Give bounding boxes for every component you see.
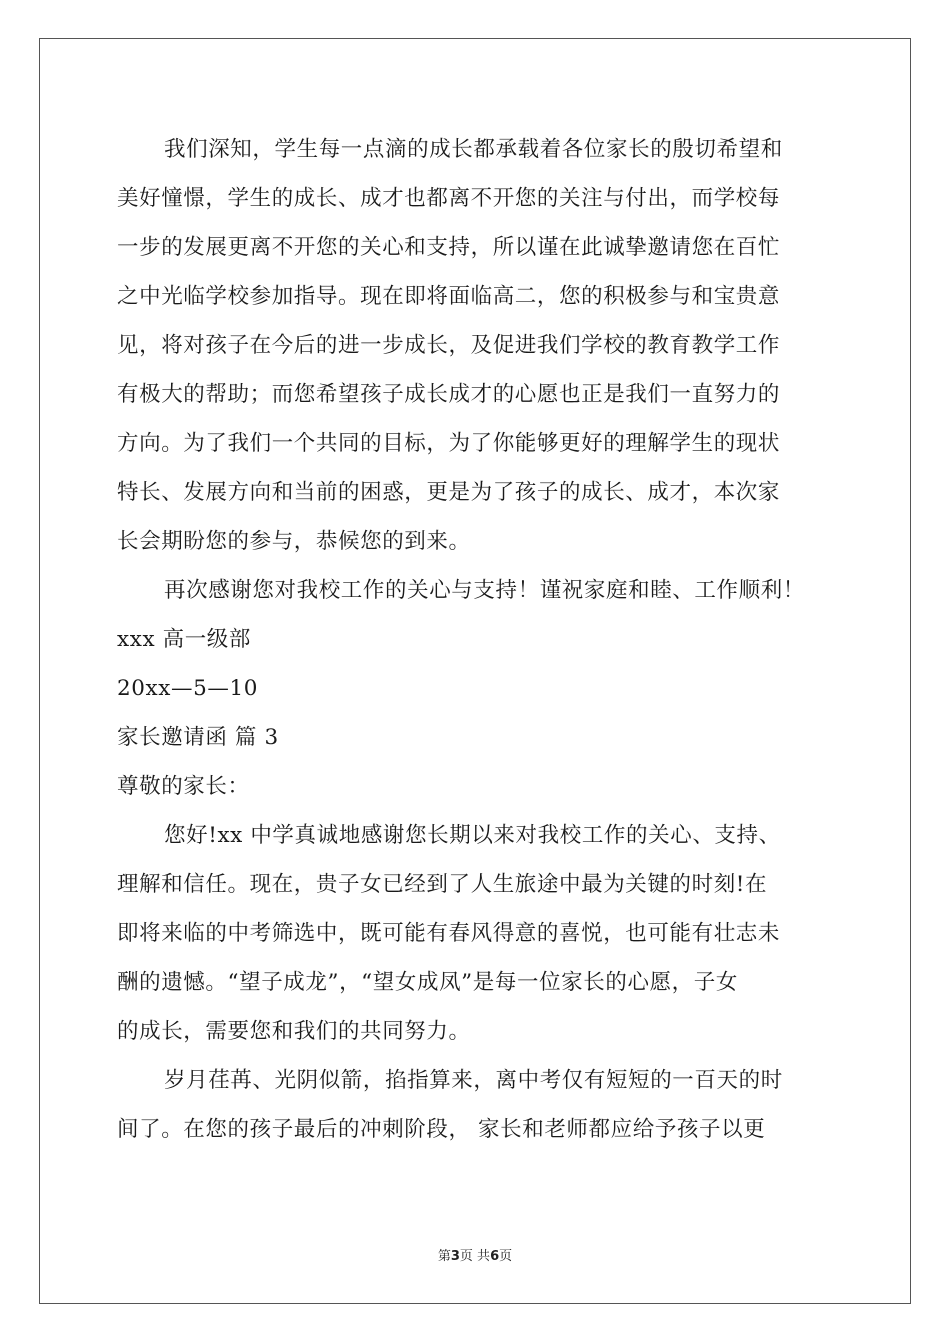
paragraph-line: 之中光临学校参加指导。现在即将面临高二，您的积极参与和宝贵意 bbox=[117, 284, 781, 309]
page-border bbox=[39, 38, 911, 1304]
thanks-line: 再次感谢您对我校工作的关心与支持！谨祝家庭和睦、工作顺利！ bbox=[164, 578, 805, 603]
page-mid: 页 共 bbox=[459, 1249, 491, 1264]
paragraph-line: 见，将对孩子在今后的进一步成长，及促进我们学校的教育教学工作 bbox=[117, 333, 781, 358]
page-suffix: 页 bbox=[499, 1249, 513, 1264]
paragraph-line: 理解和信任。现在，贵子女已经到了人生旅途中最为关键的时刻!在 bbox=[117, 872, 768, 897]
paragraph-line: 的成长，需要您和我们的共同努力。 bbox=[117, 1019, 471, 1044]
paragraph-line: 即将来临的中考筛选中，既可能有春风得意的喜悦，也可能有壮志未 bbox=[117, 921, 781, 946]
paragraph-line: 一步的发展更离不开您的关心和支持，所以谨在此诚挚邀请您在百忙 bbox=[117, 235, 781, 260]
signature: xxx 高一级部 bbox=[117, 627, 252, 652]
paragraph-line: 我们深知，学生每一点滴的成长都承载着各位家长的殷切希望和 bbox=[164, 137, 783, 162]
paragraph-line: 有极大的帮助；而您希望孩子成长成才的心愿也正是我们一直努力的 bbox=[117, 382, 781, 407]
date: 20xx—5—10 bbox=[117, 676, 259, 701]
page-prefix: 第 bbox=[437, 1249, 451, 1264]
paragraph-line: 方向。为了我们一个共同的目标，为了你能够更好的理解学生的现状 bbox=[117, 431, 781, 456]
section-title: 家长邀请函 篇 3 bbox=[117, 725, 279, 750]
total-pages-number: 6 bbox=[490, 1249, 500, 1264]
paragraph-line: 您好!xx 中学真诚地感谢您长期以来对我校工作的关心、支持、 bbox=[164, 823, 781, 848]
paragraph-line: 特长、发展方向和当前的困惑，更是为了孩子的成长、成才，本次家 bbox=[117, 480, 781, 505]
paragraph-line: 岁月荏苒、光阴似箭，掐指算来，离中考仅有短短的一百天的时 bbox=[164, 1068, 783, 1093]
paragraph-line: 长会期盼您的参与，恭候您的到来。 bbox=[117, 529, 471, 554]
page-footer bbox=[0, 1248, 950, 1266]
paragraph-line: 酬的遗憾。“望子成龙”，“望女成凤”是每一位家长的心愿，子女 bbox=[117, 970, 738, 995]
salutation: 尊敬的家长： bbox=[117, 774, 250, 799]
paragraph-line: 间了。在您的孩子最后的冲刺阶段， 家长和老师都应给予孩子以更 bbox=[117, 1117, 766, 1142]
current-page-number: 3 bbox=[450, 1249, 460, 1264]
paragraph-line: 美好憧憬，学生的成长、成才也都离不开您的关注与付出，而学校每 bbox=[117, 186, 781, 211]
